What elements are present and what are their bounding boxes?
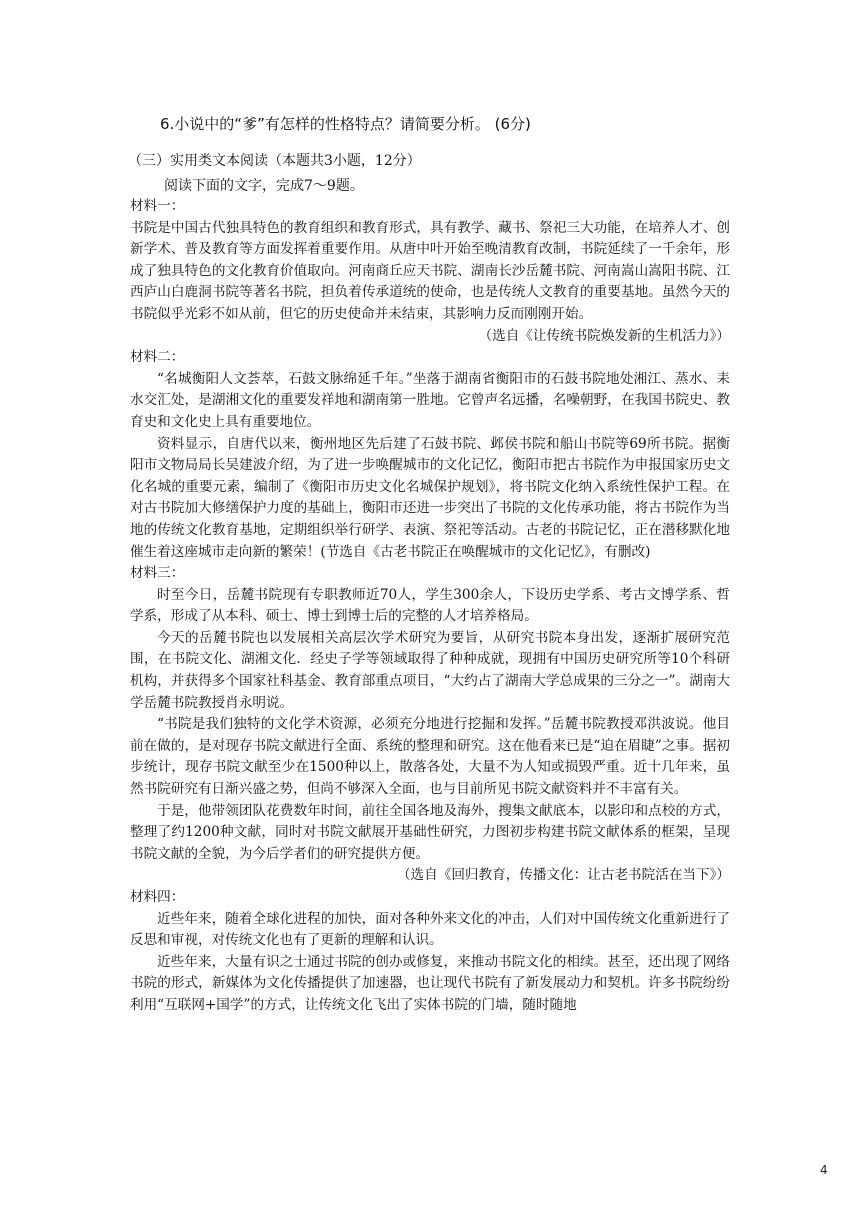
material-4-paragraph: 近些年来，大量有识之士通过书院的创办或修复，来推动书院文化的相续。甚至，还出现了网络书院的形式，新媒体为文化传播提供了加速器，也让现代书院有了新发展动力和契机。许多书院纷纷利用“互联网+国学”的方式，让传统文化飞出了实体书院的门墙，随时随地 xyxy=(130,953,730,1013)
material-2-paragraph: “名城衡阳人文荟萃，石鼓文脉绵延千年。”坐落于湖南省衡阳市的石鼓书院地处湘江、蒸水、耒水交汇处，是湖湘文化的重要发祥地和湖南第一胜地。它曾声名远播，名噪朝野，在我国书院史、教育史和文化史上具有重要地位。 xyxy=(130,370,730,430)
reading-instruction: 阅读下面的文字，完成7～9题。 xyxy=(164,178,364,194)
material-2-paragraph xyxy=(130,434,730,564)
material-2-label: 材料二： xyxy=(130,349,185,366)
material-2-source: (节选自《古老书院正在唤醒城市的文化记忆》，有删改) xyxy=(320,543,651,560)
material-3-paragraph: “书院是我们独特的文化学术资源，必须充分地进行挖掘和发挥。”岳麓书院教授邓洪波说。他目前在做的，是对现存书院文献进行全面、系统的整理和研究。这在他看来已是“迫在眉睫”之事。据初步统计，现存书院文献至少在1500种以上，散落各处，大量不为人知或损毁严重。近十几年来，虽然书院研究有日渐兴盛之势，但尚不够深入全面，也与目前所见书院文献资料并不丰富有关。 xyxy=(130,716,730,798)
material-4-paragraph: 近些年来，随着全球化进程的加快，面对各种外来文化的冲击，人们对中国传统文化重新进行了反思和审视，对传统文化也有了更新的理解和认识。 xyxy=(130,910,730,949)
material-3-label: 材料三： xyxy=(130,565,185,582)
material-2-paragraph-text: 资料显示，自唐代以来，衡州地区先后建了石鼓书院、邺侯书院和船山书院等69所书院。据衡阳市文物局局长吴建波介绍，为了进一步唤醒城市的文化记忆，衡阳市把古书院作为申报国家历史文化名城的重要元素，编制了《衡阳市历史文化名城保护规划》，将书院文化纳入系统性保护工程。在对古书院加大修缮保护力度的基础上，衡阳市还进一步突出了书院的文化传承功能，将古书院作为当地的传统文化教育基地，定期组织举行研学、表演、祭祀等活动。古老的书院记忆，正在潜移默化地催生着这座城市走向新的繁荣！ xyxy=(130,435,730,560)
material-1-text: 书院是中国古代独具特色的教育组织和教育形式，具有教学、藏书、祭祀三大功能，在培养人才、创新学术、普及教育等方面发挥着重要作用。从唐中叶开始至晚清教育改制，书院延续了一千余年，形成了独具特色的文化教育价值取向。河南商丘应天书院、湖南长沙岳麓书院、河南嵩山嵩阳书院、江西庐山白鹿洞书院等著名书院，担负着传承道统的使命，也是传统人文教育的重要基地。虽然今天的书院似乎光彩不如从前，但它的历史使命并未结束，其影响力反而刚刚开始。 xyxy=(130,219,730,322)
material-1-source: （选自《让传统书院焕发新的生机活力》） xyxy=(478,327,730,344)
material-4-label: 材料四： xyxy=(130,889,185,905)
material-3-paragraph: 今天的岳麓书院也以发展相关高层次学术研究为要旨，从研究书院本身出发，逐渐扩展研究范围，在书院文化、湖湘文化．经史子学等领域取得了种种成就，现拥有中国历史研究所等10个科研机构，并获得多个国家社科基金、教育部重点项目，“大约占了湖南大学总成果的三分之一”。湖南大学岳麓书院教授肖永明说。 xyxy=(130,629,730,711)
section-title: （三）实用类文本阅读（本题共3小题，12分） xyxy=(128,153,421,169)
material-1-label: 材料一： xyxy=(130,198,185,214)
article-body xyxy=(130,196,730,1017)
material-3-source: （选自《回归教育，传播文化：让古老书院活在当下》） xyxy=(396,867,730,884)
page-number: 4 xyxy=(820,1163,828,1177)
material-3-paragraph: 时至今日，岳麓书院现有专职教师近70人，学生300余人，下设历史学系、考古文博学系、哲学系，形成了从本科、硕士、博士到博士后的完整的人才培养格局。 xyxy=(130,586,730,625)
material-3-paragraph: 于是，他带领团队花费数年时间，前往全国各地及海外，搜集文献底本，以影印和点校的方式，整理了约1200种文献，同时对书院文献展开基础性研究，力图初步构建书院文献体系的框架，呈现书院文献的全貌，为今后学者们的研究提供方便。 xyxy=(130,802,730,862)
question-6: 6.小说中的“爹”有怎样的性格特点？请简要分析。 (6分) xyxy=(160,115,531,133)
